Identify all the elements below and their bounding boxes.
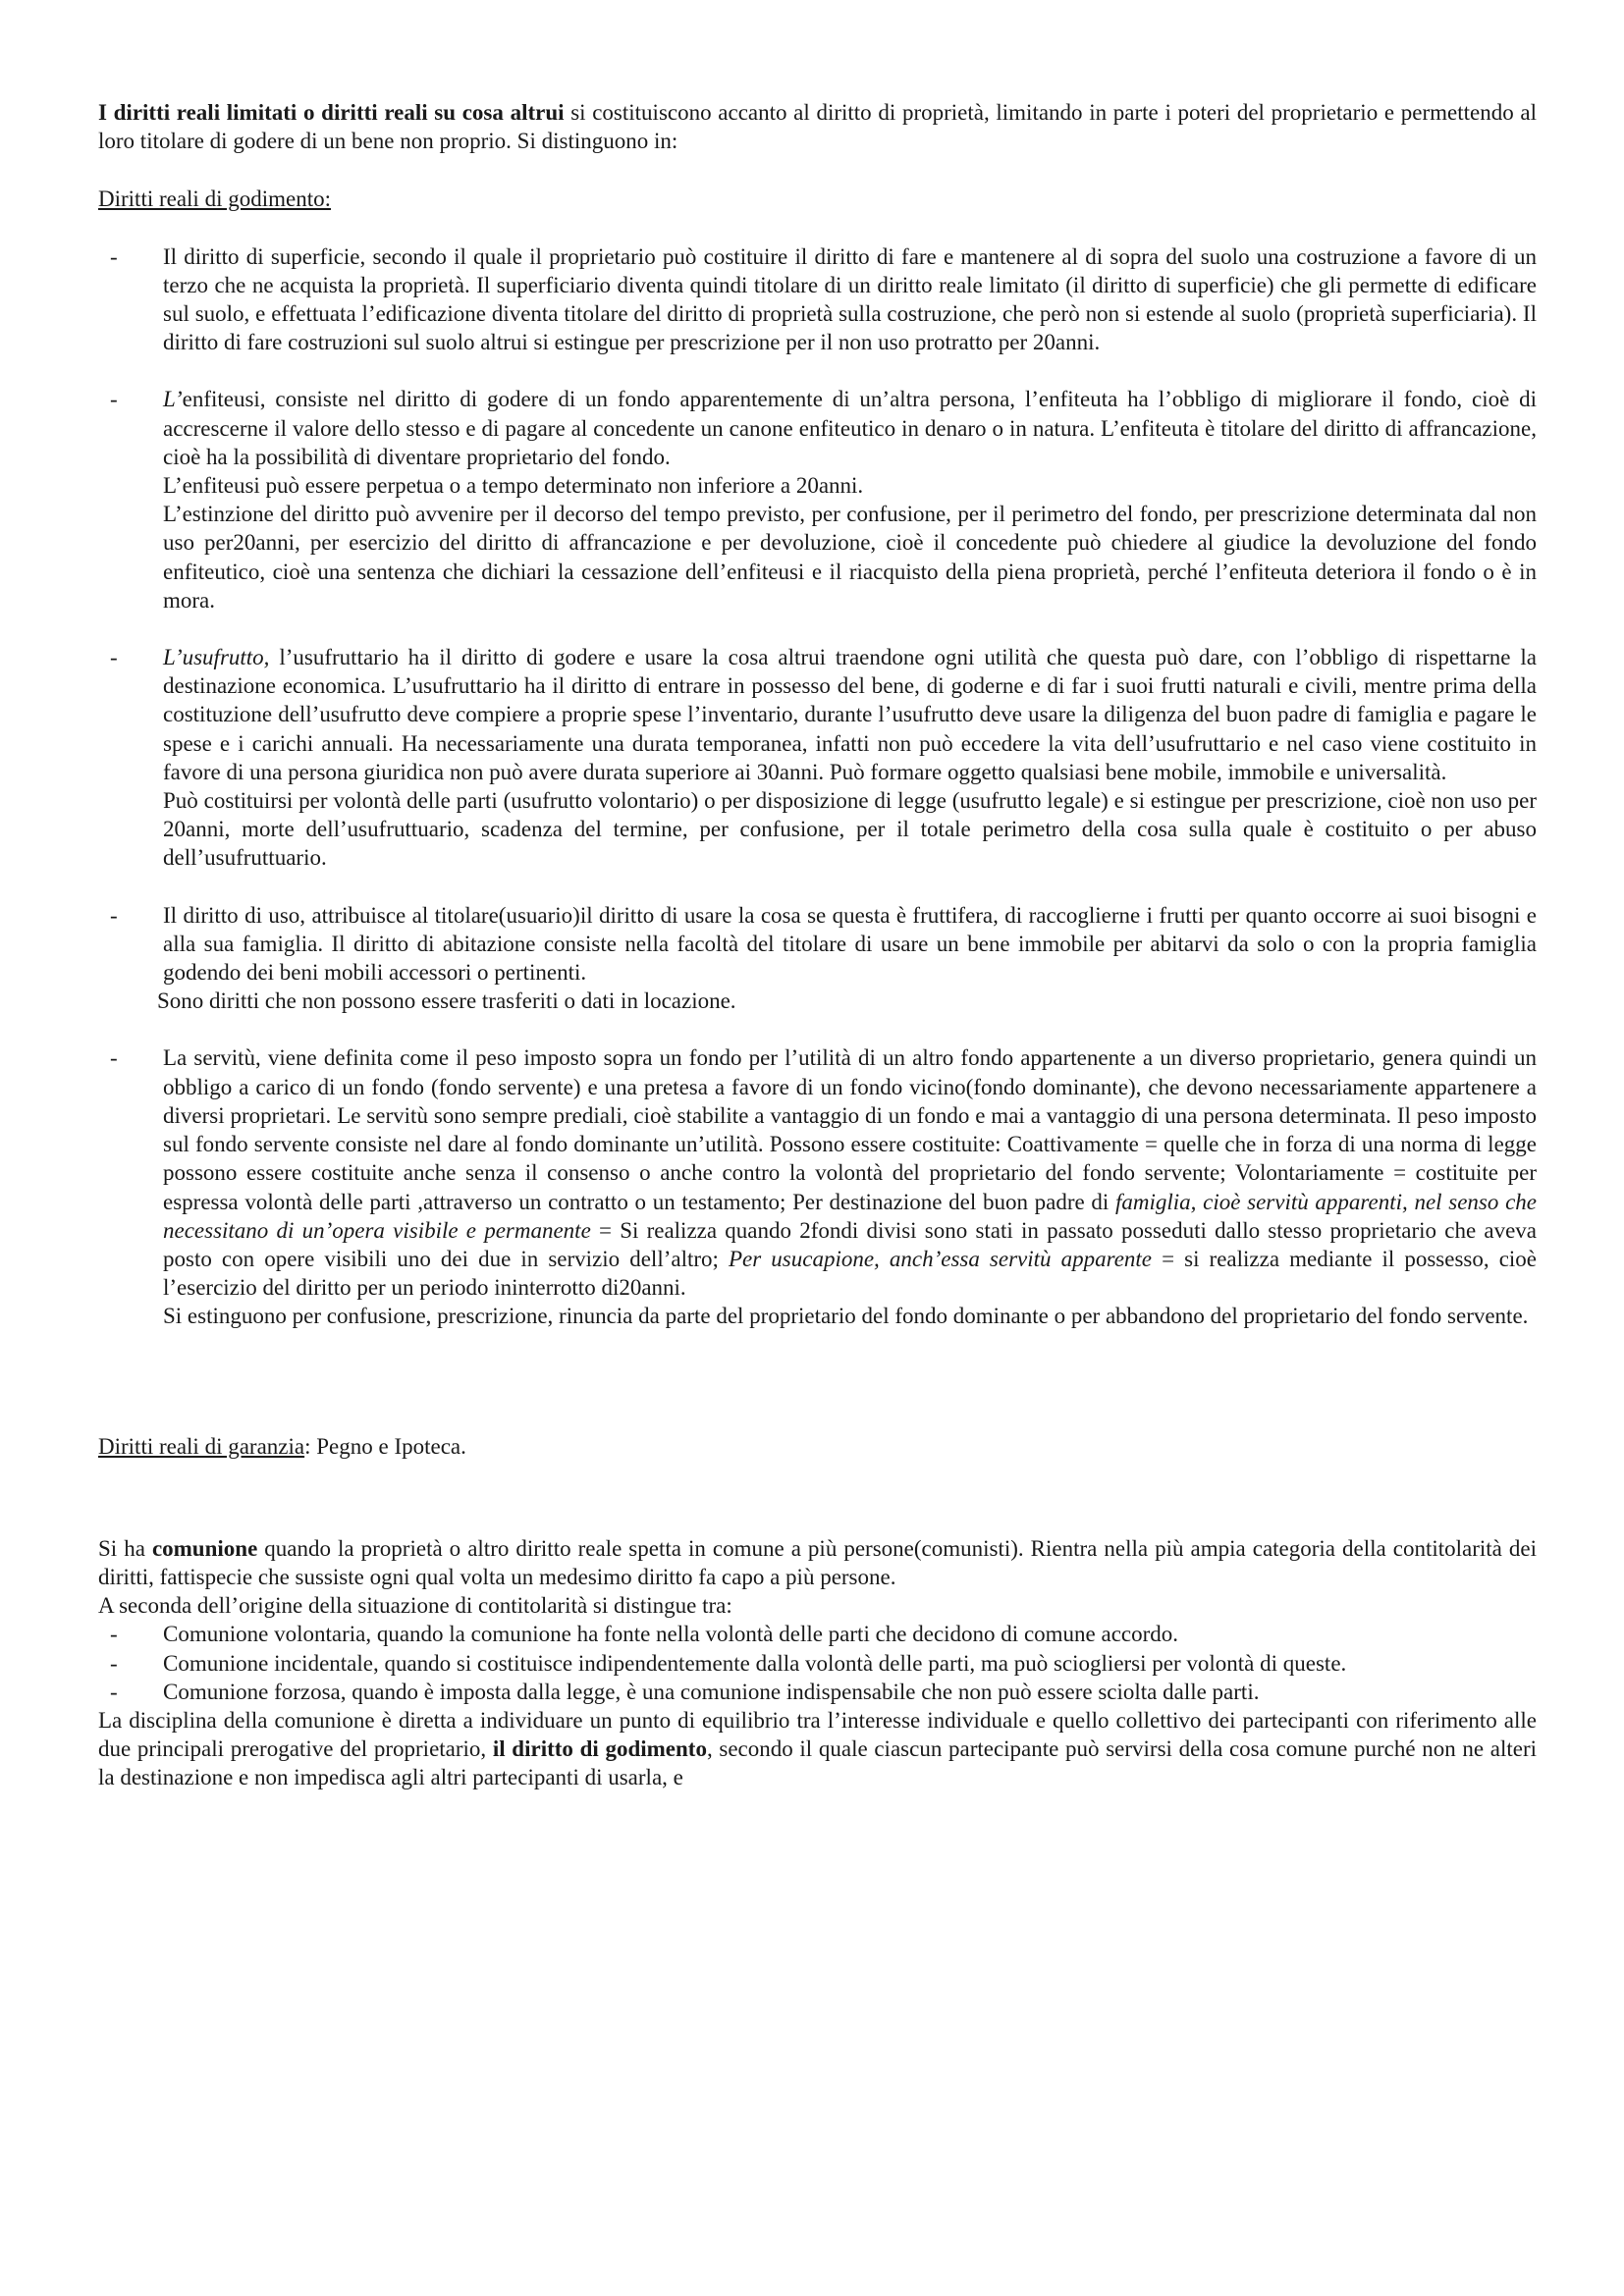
godimento-heading <box>98 185 1537 213</box>
uso-text-1: Il diritto di uso, attribuisce al titolare(usuario)il diritto di usare la cosa se questa è fruttifera, di raccoglierne i frutti per quanto occorre ai suoi bisogni e alla sua famiglia. Il diritto di abitazione consiste nella facoltà del titolare di usare un bene immobile per abitarvi da solo o con la propria famiglia godendo dei beni mobili accessori o pertinenti. <box>163 902 1537 986</box>
list-item-uso <box>98 901 1537 1016</box>
comunione-item-text: Comunione forzosa, quando è imposta dalla legge, è una comunione indispensabile che non può essere sciolta dalle parti. <box>163 1679 1260 1704</box>
list-dash: - <box>110 387 118 412</box>
comunione-paragraph-3 <box>98 1706 1537 1792</box>
comunione-bold: comunione <box>151 1535 258 1561</box>
list-dash: - <box>110 1622 118 1647</box>
intro-rest: si costituiscono accanto al diritto di proprietà, limitando in parte i poteri del proprietario e permettendo al loro titolare di godere di un bene non proprio. Si distinguono in: <box>98 100 1537 154</box>
servitu-body-2: = Si realizza quando 2fondi divisi sono stati in passato posseduti dallo stesso proprietario che aveva posto con opere visibili uno dei due in servizio dell’altro; <box>163 1217 1537 1271</box>
comunione-paragraph-1 <box>98 1534 1537 1591</box>
usufrutto-text-2: Può costituirsi per volontà delle parti (usufrutto volontario) o per disposizione di legge (usufrutto legale) e si estingue per prescrizione, cioè non uso per 20anni, morte dell’usufruttuario, scadenza del termine, per confusione, per il totale perimetro della cosa sulla quale è costituito o per abuso dell’usufruttuario. <box>163 788 1537 871</box>
garanzia-heading: Diritti reali di garanzia <box>98 1433 305 1459</box>
list-dash: - <box>110 902 118 928</box>
list-item-servitu <box>98 1043 1537 1330</box>
enfiteusi-text-1 <box>163 385 1537 471</box>
comunione-item-3 <box>98 1678 1537 1706</box>
list-dash: - <box>110 1045 118 1071</box>
comunione-item-text: Comunione volontaria, quando la comunione ha fonte nella volontà delle parti che decidono di comune accordo. <box>163 1622 1179 1647</box>
servitu-body-3: = si realizza mediante il possesso, cioè l’esercizio del diritto per un periodo ininterrotto di20anni. <box>163 1246 1537 1301</box>
comunione-item-text: Comunione incidentale, quando si costituisce indipendentemente dalla volontà delle parti, ma può sciogliersi per volontà di queste. <box>163 1650 1347 1676</box>
list-item-superficie <box>98 242 1537 357</box>
superficie-text: Il diritto di superficie, secondo il quale il proprietario può costituire il diritto di fare e mantenere al di sopra del suolo una costruzione a favore di un terzo che ne acquista la proprietà. Il superficiario diventa quindi titolare di un diritto reale limitato (il diritto di superficie) che gli permette di edificare sul suolo, e effettuata l’edificazione diventa titolare del diritto di proprietà sulla costruzione, che però non si estende al suolo (proprietà superficiaria). Il diritto di fare costruzioni sul suolo altrui si estingue per prescrizione per il non uso protratto per 20anni. <box>163 243 1537 355</box>
usufrutto-lead: L’usufrutto, <box>163 645 270 670</box>
servitu-text-2: Si estinguono per confusione, prescrizione, rinuncia da parte del proprietario del fondo dominante o per abbandono del proprietario del fondo servente. <box>163 1304 1529 1329</box>
list-dash: - <box>110 1679 118 1704</box>
list-item-enfiteusi <box>98 385 1537 614</box>
usufrutto-body: l’usufruttario ha il diritto di godere e usare la cosa altrui traendone ogni utilità che questa può dare, con l’obbligo di rispettarne la destinazione economica. L’usufruttario ha il diritto di entrare in possesso del bene, di goderne e di far i suoi frutti naturali e civili, mentre prima della costituzione dell’usufrutto deve compiere a proprie spese l’inventario, durante l’usufrutto deve usare la diligenza del buon padre di famiglia e pagare le spese e i carichi annuali. Ha necessariamente una durata temporanea, infatti non può eccedere la vita dell’usufruttario e nel caso viene costituito in favore di una persona giuridica non può avere durata superiore ai 30anni. Può formare oggetto qualsiasi bene mobile, immobile e universalità. <box>163 645 1537 784</box>
comunione-p1-b: quando la proprietà o altro diritto reale spetta in comune a più persone(comunisti). Rientra nella più ampia categoria della contitolarità dei diritti, fattispecie che sussiste ogni qual volta un medesimo diritto fa capo a più persone. <box>98 1535 1537 1589</box>
uso-text-2: Sono diritti che non possono essere trasferiti o dati in locazione. <box>157 988 736 1014</box>
document-body <box>98 98 1537 1792</box>
intro-bold: I diritti reali limitati o diritti reali su cosa altrui <box>98 100 565 125</box>
garanzia-rest: : Pegno e Ipoteca. <box>304 1433 466 1459</box>
enfiteusi-text-2: L’enfiteusi può essere perpetua o a tempo determinato non inferiore a 20anni. <box>163 473 864 499</box>
comunione-item-1 <box>98 1620 1537 1648</box>
comunione-item-2 <box>98 1649 1537 1678</box>
servitu-text-1 <box>163 1043 1537 1302</box>
comunione-p1-a: Si ha <box>98 1535 152 1561</box>
list-dash: - <box>110 243 118 269</box>
comunione-paragraph-2: A seconda dell’origine della situazione di contitolarità si distingue tra: <box>98 1593 732 1619</box>
intro-paragraph <box>98 98 1537 155</box>
list-dash: - <box>110 1650 118 1676</box>
usufrutto-text-1 <box>163 643 1537 786</box>
list-dash: - <box>110 645 118 670</box>
list-item-usufrutto <box>98 643 1537 873</box>
servitu-italic-2: Per usucapione, anch’essa servitù apparente <box>729 1246 1153 1271</box>
comunione-p3-b: , secondo il quale ciascun partecipante può servirsi della cosa comune purché non ne alteri la destinazione e non impedisca agli altri partecipanti di usarla, e <box>98 1736 1538 1790</box>
servitu-body-1: La servitù, viene definita come il peso imposto sopra un fondo per l’utilità di un altro fondo appartenente a un diverso proprietario, genera quindi un obbligo a carico di un fondo (fondo servente) e una pretesa a favore di un fondo vicino(fondo dominante), che devono necessariamente appartenere a diversi proprietari. Le servitù sono sempre prediali, cioè stabilite a vantaggio di un fondo e mai a vantaggio di una persona determinata. Il peso imposto sul fondo servente consiste nel dare al fondo dominante un’utilità. Possono essere costituite: Coattivamente = quelle che in forza di una norma di legge possono essere costituite anche senza il consenso o anche contro la volontà del proprietario del fondo servente; Volontariamente = costituite per espressa volontà delle parti ,attraverso un contratto o un testamento; Per destinazione del buon padre di <box>163 1045 1537 1214</box>
enfiteusi-text-3: L’estinzione del diritto può avvenire per il decorso del tempo previsto, per confusione, per il perimetro del fondo, per prescrizione determinata dal non uso per20anni, per esercizio del diritto di affrancazione e per devoluzione, cioè il concedente può chiedere al giudice la devoluzione del fondo enfiteutico, cioè una sentenza che dichiari la cessazione dell’enfiteusi e il riacquisto della piena proprietà, perché l’enfiteuta deteriora il fondo o è in mora. <box>163 502 1537 613</box>
godimento-list <box>98 242 1537 1331</box>
enfiteusi-body: enfiteusi, consiste nel diritto di godere di un fondo apparentemente di un’altra persona, l’enfiteuta ha l’obbligo di migliorare il fondo, cioè di accrescerne il valore dello stesso e di pagare al concedente un canone enfiteutico in denaro o in natura. L’enfiteuta è titolare del diritto di affrancazione, cioè ha la possibilità di diventare proprietario del fondo. <box>163 387 1537 469</box>
servitu-italic-1: famiglia, cioè servitù apparenti, nel senso che necessitano di un’opera visibile e permanente <box>163 1189 1537 1243</box>
comunione-p3-a: La disciplina della comunione è diretta a individuare un punto di equilibrio tra l’interesse individuale e quello collettivo dei partecipanti con riferimento alle due principali prerogative del proprietario, <box>98 1707 1537 1762</box>
enfiteusi-prefix: L’ <box>163 387 183 412</box>
comunione-p3-bold: il diritto di godimento <box>492 1736 707 1762</box>
godimento-heading-text: Diritti reali di godimento: <box>98 187 331 212</box>
garanzia-paragraph <box>98 1432 1537 1461</box>
